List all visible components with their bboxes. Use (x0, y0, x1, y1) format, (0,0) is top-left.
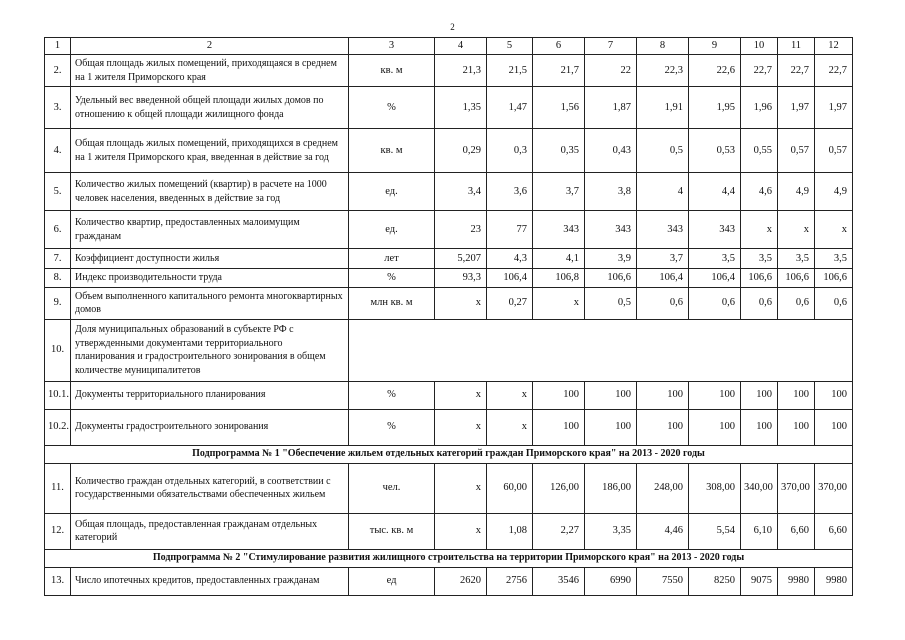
row-number: 9. (45, 287, 71, 319)
indicator-name: Число ипотечных кредитов, предоставленных гражданам (71, 567, 349, 595)
value-cell: 106,4 (689, 269, 741, 288)
subprogram-header-row (45, 445, 853, 463)
value-cell: x (435, 381, 487, 409)
value-cell: 6,10 (741, 513, 778, 549)
value-cell: 3,5 (778, 249, 815, 269)
value-cell: 4,3 (487, 249, 533, 269)
table-row (45, 87, 853, 129)
value-cell: 100 (741, 409, 778, 445)
value-cell: 4,6 (741, 173, 778, 211)
value-cell: 77 (487, 211, 533, 249)
value-cell: 343 (585, 211, 637, 249)
value-cell: 3,5 (815, 249, 853, 269)
subprogram-title: Подпрограмма № 1 "Обеспечение жильем отдельных категорий граждан Приморского края" на 2013 - 2020 годы (45, 445, 853, 463)
value-cell: 1,08 (487, 513, 533, 549)
value-cell: 106,4 (637, 269, 689, 288)
table-row (45, 513, 853, 549)
row-number: 2. (45, 55, 71, 87)
table-row (45, 287, 853, 319)
value-cell: 100 (637, 381, 689, 409)
empty-cell (349, 319, 853, 381)
value-cell: 4,9 (815, 173, 853, 211)
value-cell: 3,9 (585, 249, 637, 269)
value-cell: 3,6 (487, 173, 533, 211)
value-cell: 1,91 (637, 87, 689, 129)
table-row (45, 381, 853, 409)
column-header: 12 (815, 38, 853, 55)
indicator-name: Количество квартир, предоставленных малоимущим гражданам (71, 211, 349, 249)
value-cell: 9075 (741, 567, 778, 595)
value-cell: 23 (435, 211, 487, 249)
header-row (45, 38, 853, 55)
value-cell: 0,29 (435, 129, 487, 173)
value-cell: 22,6 (689, 55, 741, 87)
subprogram-title: Подпрограмма № 2 "Стимулирование развития жилищного строительства на территории Приморского края" на 2013 - 2020 годы (45, 549, 853, 567)
value-cell: x (487, 409, 533, 445)
indicator-name: Документы территориального планирования (71, 381, 349, 409)
table-row (45, 463, 853, 513)
value-cell: 0,6 (815, 287, 853, 319)
value-cell: 3,7 (533, 173, 585, 211)
column-header: 3 (349, 38, 435, 55)
value-cell: 100 (585, 409, 637, 445)
column-header: 11 (778, 38, 815, 55)
value-cell: 248,00 (637, 463, 689, 513)
table-row (45, 567, 853, 595)
row-number: 10.1. (45, 381, 71, 409)
value-cell: 4,9 (778, 173, 815, 211)
value-cell: 22 (585, 55, 637, 87)
indicator-name: Коэффициент доступности жилья (71, 249, 349, 269)
value-cell: 100 (689, 381, 741, 409)
indicators-table (44, 37, 853, 596)
value-cell: 100 (637, 409, 689, 445)
value-cell: 21,3 (435, 55, 487, 87)
value-cell: 0,43 (585, 129, 637, 173)
value-cell: 100 (533, 381, 585, 409)
value-cell: 0,5 (637, 129, 689, 173)
page-number: 2 (450, 22, 455, 32)
table-row (45, 211, 853, 249)
unit-cell: ед. (349, 173, 435, 211)
value-cell: 343 (689, 211, 741, 249)
table-row (45, 409, 853, 445)
value-cell: 4,4 (689, 173, 741, 211)
row-number: 11. (45, 463, 71, 513)
value-cell: 3,5 (689, 249, 741, 269)
value-cell: 22,7 (815, 55, 853, 87)
indicator-name: Общая площадь жилых помещений, приходящихся в среднем на 1 жителя Приморского края, введенная в действие за год (71, 129, 349, 173)
value-cell: x (435, 409, 487, 445)
value-cell: 8250 (689, 567, 741, 595)
value-cell: 1,95 (689, 87, 741, 129)
value-cell: 0,6 (637, 287, 689, 319)
row-number: 6. (45, 211, 71, 249)
table-row (45, 269, 853, 288)
value-cell: 0,57 (815, 129, 853, 173)
unit-cell: % (349, 87, 435, 129)
value-cell: x (815, 211, 853, 249)
value-cell: 100 (533, 409, 585, 445)
value-cell: 21,5 (487, 55, 533, 87)
value-cell: 7550 (637, 567, 689, 595)
value-cell: 106,6 (585, 269, 637, 288)
value-cell: 9980 (815, 567, 853, 595)
value-cell: 4 (637, 173, 689, 211)
value-cell: 0,35 (533, 129, 585, 173)
column-header: 2 (71, 38, 349, 55)
value-cell: 3,7 (637, 249, 689, 269)
value-cell: 106,4 (487, 269, 533, 288)
column-header: 9 (689, 38, 741, 55)
indicator-name: Удельный вес введенной общей площади жилых домов по отношению к общей площади жилищного фонда (71, 87, 349, 129)
value-cell: x (435, 287, 487, 319)
value-cell: 1,96 (741, 87, 778, 129)
value-cell: 106,6 (741, 269, 778, 288)
column-header: 5 (487, 38, 533, 55)
value-cell: 100 (778, 409, 815, 445)
value-cell: 3,35 (585, 513, 637, 549)
unit-cell: % (349, 381, 435, 409)
value-cell: 6,60 (815, 513, 853, 549)
indicator-name: Документы градостроительного зонирования (71, 409, 349, 445)
value-cell: 3,4 (435, 173, 487, 211)
value-cell: x (435, 513, 487, 549)
value-cell: 4,1 (533, 249, 585, 269)
value-cell: 0,55 (741, 129, 778, 173)
unit-cell: лет (349, 249, 435, 269)
value-cell: 370,00 (815, 463, 853, 513)
value-cell: 9980 (778, 567, 815, 595)
row-number: 12. (45, 513, 71, 549)
unit-cell: тыс. кв. м (349, 513, 435, 549)
value-cell: 93,3 (435, 269, 487, 288)
value-cell: x (741, 211, 778, 249)
value-cell: 0,6 (689, 287, 741, 319)
value-cell: 2756 (487, 567, 533, 595)
row-number: 8. (45, 269, 71, 288)
value-cell: 100 (815, 381, 853, 409)
row-number: 5. (45, 173, 71, 211)
value-cell: 22,7 (778, 55, 815, 87)
value-cell: 4,46 (637, 513, 689, 549)
value-cell: 2620 (435, 567, 487, 595)
unit-cell: чел. (349, 463, 435, 513)
value-cell: 343 (533, 211, 585, 249)
value-cell: 100 (778, 381, 815, 409)
value-cell: 2,27 (533, 513, 585, 549)
value-cell: 22,3 (637, 55, 689, 87)
value-cell: 126,00 (533, 463, 585, 513)
row-number: 13. (45, 567, 71, 595)
table-row (45, 55, 853, 87)
value-cell: 1,97 (778, 87, 815, 129)
value-cell: 343 (637, 211, 689, 249)
column-header: 8 (637, 38, 689, 55)
value-cell: 0,6 (778, 287, 815, 319)
column-header: 7 (585, 38, 637, 55)
column-header: 4 (435, 38, 487, 55)
indicator-name: Количество граждан отдельных категорий, в соответствии с государственными обязательствами обеспеченных жильем (71, 463, 349, 513)
value-cell: 340,00 (741, 463, 778, 513)
value-cell: 106,6 (815, 269, 853, 288)
value-cell: 100 (689, 409, 741, 445)
indicator-name: Общая площадь, предоставленная гражданам отдельных категорий (71, 513, 349, 549)
unit-cell: % (349, 269, 435, 288)
value-cell: 1,87 (585, 87, 637, 129)
unit-cell: ед. (349, 211, 435, 249)
row-number: 3. (45, 87, 71, 129)
value-cell: 6990 (585, 567, 637, 595)
indicator-name: Общая площадь жилых помещений, приходящаяся в среднем на 1 жителя Приморского края (71, 55, 349, 87)
value-cell: 308,00 (689, 463, 741, 513)
value-cell: 370,00 (778, 463, 815, 513)
subprogram-header-row (45, 549, 853, 567)
value-cell: 6,60 (778, 513, 815, 549)
table-row (45, 173, 853, 211)
value-cell: 0,53 (689, 129, 741, 173)
value-cell: 0,57 (778, 129, 815, 173)
value-cell: 100 (741, 381, 778, 409)
unit-cell: % (349, 409, 435, 445)
unit-cell: кв. м (349, 55, 435, 87)
value-cell: 186,00 (585, 463, 637, 513)
value-cell: x (435, 463, 487, 513)
value-cell: 0,5 (585, 287, 637, 319)
value-cell: 1,47 (487, 87, 533, 129)
value-cell: x (533, 287, 585, 319)
value-cell: 0,3 (487, 129, 533, 173)
value-cell: 5,54 (689, 513, 741, 549)
value-cell: 21,7 (533, 55, 585, 87)
value-cell: 0,6 (741, 287, 778, 319)
value-cell: 1,35 (435, 87, 487, 129)
table-row (45, 249, 853, 269)
column-header: 10 (741, 38, 778, 55)
value-cell: x (487, 381, 533, 409)
indicator-name: Индекс производительности труда (71, 269, 349, 288)
column-header: 1 (45, 38, 71, 55)
value-cell: 3,8 (585, 173, 637, 211)
value-cell: 0,27 (487, 287, 533, 319)
row-number: 7. (45, 249, 71, 269)
unit-cell: ед (349, 567, 435, 595)
value-cell: 100 (585, 381, 637, 409)
value-cell: 106,6 (778, 269, 815, 288)
column-header: 6 (533, 38, 585, 55)
row-number: 4. (45, 129, 71, 173)
unit-cell: млн кв. м (349, 287, 435, 319)
value-cell: 3546 (533, 567, 585, 595)
table-row (45, 129, 853, 173)
value-cell: 22,7 (741, 55, 778, 87)
value-cell: 1,97 (815, 87, 853, 129)
value-cell: 100 (815, 409, 853, 445)
row-number: 10. (45, 319, 71, 381)
indicator-name: Объем выполненного капитального ремонта многоквартирных домов (71, 287, 349, 319)
indicator-name: Количество жилых помещений (квартир) в расчете на 1000 человек населения, введенных в действие за год (71, 173, 349, 211)
indicator-name: Доля муниципальных образований в субъекте РФ с утвержденными документами территориального планирования и градостроительного зонирования в общем количестве муниципалитетов (71, 319, 349, 381)
value-cell: 5,207 (435, 249, 487, 269)
value-cell: 1,56 (533, 87, 585, 129)
value-cell: 60,00 (487, 463, 533, 513)
row-number: 10.2. (45, 409, 71, 445)
table-row (45, 319, 853, 381)
unit-cell: кв. м (349, 129, 435, 173)
value-cell: x (778, 211, 815, 249)
value-cell: 106,8 (533, 269, 585, 288)
value-cell: 3,5 (741, 249, 778, 269)
